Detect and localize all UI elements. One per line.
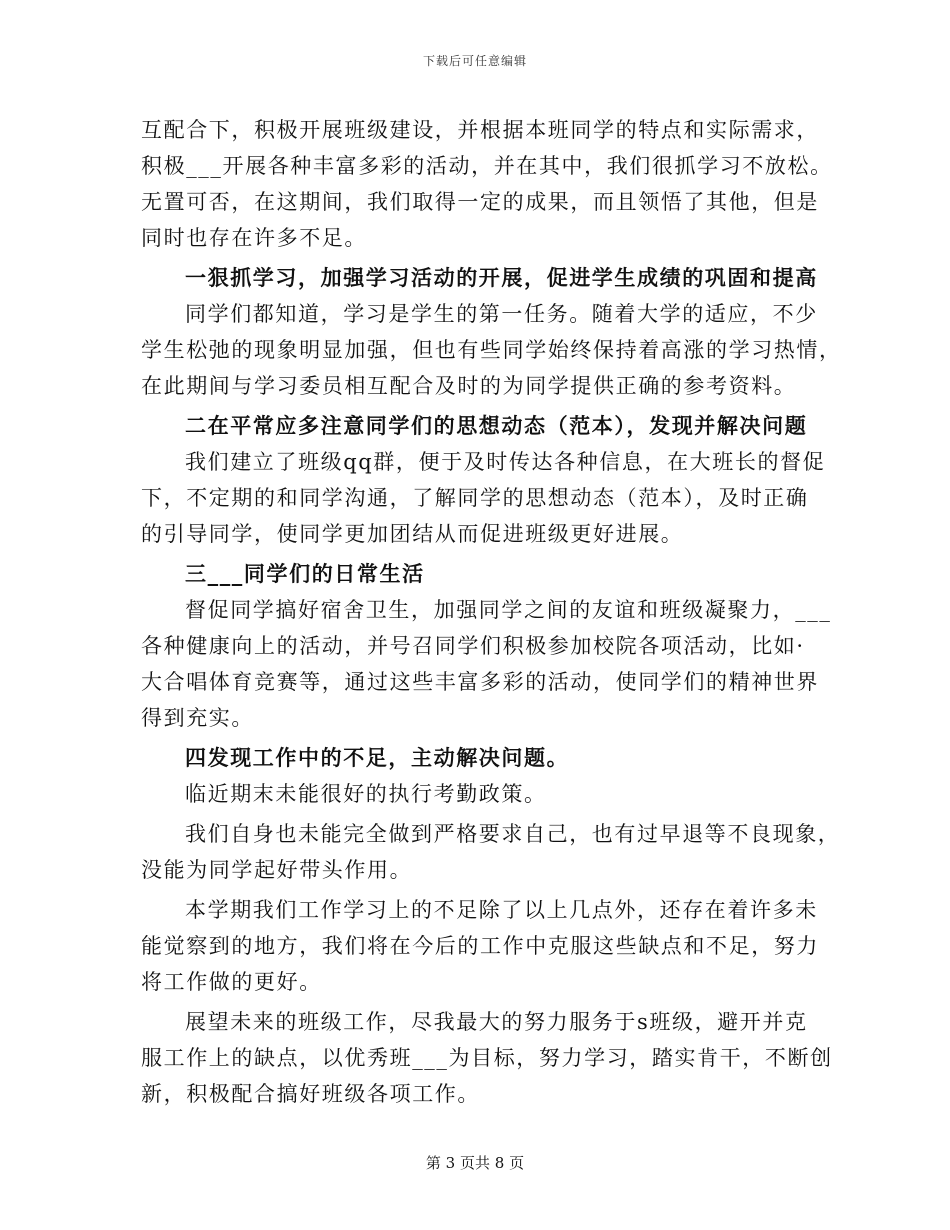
paragraph-line: 服工作上的缺点，以优秀班___为目标，努力学习，踏实肯干，不断创 — [141, 1046, 833, 1070]
paragraph-line: 能觉察到的地方，我们将在今后的工作中克服这些缺点和不足，努力 — [141, 934, 819, 958]
document-body — [141, 112, 842, 1112]
paragraph-line: 无置可否，在这期间，我们取得一定的成果，而且领悟了其他，但是 — [141, 190, 819, 214]
paragraph-line: 新，积极配合搞好班级各项工作。 — [141, 1082, 480, 1106]
section-heading-4: 四发现工作中的不足，主动解决问题。 — [185, 745, 570, 770]
paragraph-line: 督促同学搞好宿舍卫生，加强同学之间的友谊和班级凝聚力，___ — [185, 598, 832, 622]
paragraph-line: 得到充实。 — [141, 706, 254, 730]
paragraph-line: 下，不定期的和同学沟通，了解同学的思想动态（范本），及时正确 — [141, 486, 809, 510]
paragraph-line: 展望未来的班级工作，尽我最大的努力服务于s班级，避开并克 — [185, 1010, 808, 1034]
paragraph-line: 本学期我们工作学习上的不足除了以上几点外，还存在着许多未 — [185, 898, 818, 922]
section-heading-2: 二在平常应多注意同学们的思想动态（范本），发现并解决问题 — [185, 413, 808, 438]
paragraph-line: 临近期末未能很好的执行考勤政策。 — [185, 782, 547, 806]
paragraph-line: 积极___开展各种丰富多彩的活动，并在其中，我们很抓学习不放松。 — [141, 154, 833, 178]
paragraph-line: 同学们都知道，学习是学生的第一任务。随着大学的适应，不少 — [185, 302, 818, 326]
paragraph-line: 的引导同学，使同学更加团结从而促进班级更好进展。 — [141, 522, 684, 546]
page-number: 第 3 页共 8 页 — [425, 1154, 525, 1172]
paragraph-line: 将工作做的更好。 — [141, 970, 322, 994]
paragraph-line: 大合唱体育竞赛等，通过这些丰富多彩的活动，使同学们的精神世界 — [141, 670, 819, 694]
paragraph-line: 学生松弛的现象明显加强，但也有些同学始终保持着高涨的学习热情， — [141, 338, 842, 362]
paragraph-line: 同时也存在许多不足。 — [141, 226, 367, 250]
paragraph-line: 各种健康向上的活动，并号召同学们积极参加校院各项活动，比如· — [141, 634, 805, 658]
paragraph-line: 我们建立了班级qq群，便于及时传达各种信息，在大班长的督促 — [185, 450, 826, 474]
section-heading-3: 三___同学们的日常生活 — [185, 561, 425, 586]
paragraph-line: 我们自身也未能完全做到严格要求自己，也有过早退等不良现象， — [185, 822, 841, 846]
paragraph-line: 没能为同学起好带头作用。 — [141, 858, 413, 882]
page-header: 下载后可任意编辑 — [422, 54, 527, 68]
paragraph-line: 在此期间与学习委员相互配合及时的为同学提供正确的参考资料。 — [141, 374, 797, 398]
section-heading-1: 一狠抓学习，加强学习活动的开展，促进学生成绩的巩固和提高 — [185, 265, 818, 290]
paragraph-line: 互配合下，积极开展班级建设，并根据本班同学的特点和实际需求， — [141, 118, 819, 142]
